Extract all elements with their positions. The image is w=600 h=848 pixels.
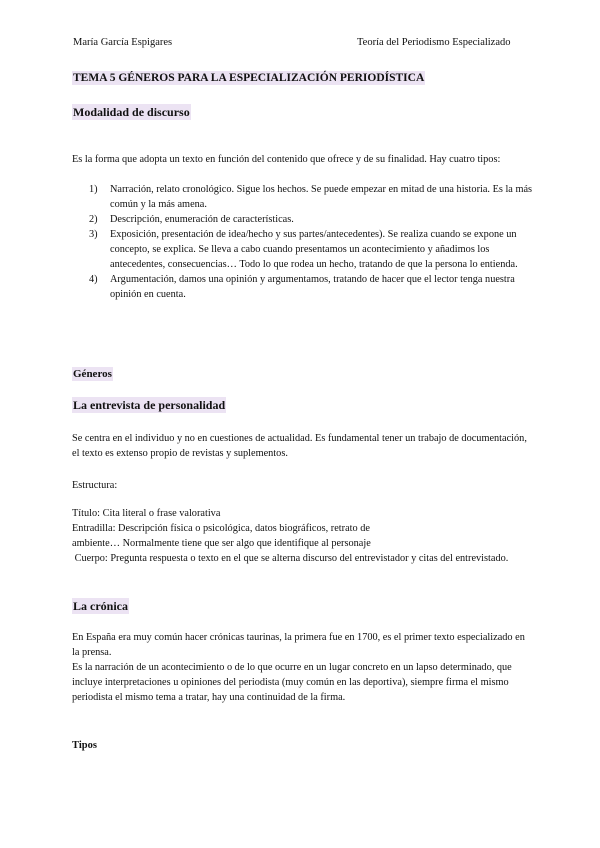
- list-item-text: Descripción, enumeración de características.: [110, 214, 294, 225]
- entrevista-paragraph: Se centra en el individuo y no en cuestiones de actualidad. Es fundamental tener un trabajo de documentación, el texto es extenso propio de revistas y suplementos.: [72, 433, 527, 459]
- cronica-paragraph-2: Es la narración de un acontecimiento o de lo que ocurre en un lugar concreto en un lapso determinado, que incluye interpretaciones u opiniones del periodista (muy común en las deportiva), siempre firma el mismo periodista el mismo tema a tratar, hay una continuidad de la firma.: [72, 662, 512, 703]
- tipos-heading: Tipos: [72, 740, 97, 751]
- estructura-titulo: Título: Cita literal o frase valorativa: [72, 508, 221, 519]
- list-item: [72, 182, 534, 212]
- page-title-text: TEMA 5 GÉNEROS PARA LA ESPECIALIZACIÓN PERIODÍSTICA: [73, 72, 425, 84]
- list-item-text: Narración, relato cronológico. Sigue los hechos. Se puede empezar en mitad de una historia. Es la más común y la más amena.: [110, 184, 533, 210]
- section-heading-cronica-text: La crónica: [73, 599, 128, 613]
- discourse-types-list: [72, 182, 534, 302]
- section-heading-entrevista-text: La entrevista de personalidad: [73, 398, 226, 412]
- section-heading-generos: [72, 368, 113, 380]
- page-title: [72, 72, 425, 84]
- cronica-block: [72, 630, 534, 705]
- list-item-text: Exposición, presentación de idea/hecho y sus partes/antecedentes). Se realiza cuando se expone un concepto, se explica. Se lleva a cabo cuando presentamos un acontecimiento y añadimos los antecedentes, consecuencias… Todo lo que rodea un hecho, tratando de que la persona lo entienda.: [110, 229, 518, 270]
- header-subject: Teoría del Periodismo Especializado: [357, 37, 511, 48]
- estructura-cuerpo: Cuerpo: Pregunta respuesta o texto en el que se alterna discurso del entrevistador y citas del entrevistado.: [72, 553, 509, 564]
- list-item: [72, 227, 534, 272]
- estructura-entradilla-line-2: ambiente… Normalmente tiene que ser algo que identifique al personaje: [72, 538, 371, 549]
- section-heading-generos-text: Géneros: [73, 368, 112, 380]
- section-heading-entrevista: [72, 398, 226, 413]
- section-heading-modalidad-text: Modalidad de discurso: [73, 105, 190, 119]
- cronica-paragraph-1: En España era muy común hacer crónicas taurinas, la primera fue en 1700, es el primer texto especializado en la prensa.: [72, 632, 525, 658]
- estructura-entradilla-line-1: Entradilla: Descripción física o psicológica, datos biográficos, retrato de: [72, 523, 370, 534]
- list-item-number: 1): [89, 184, 98, 195]
- estructura-label: Estructura:: [72, 480, 118, 491]
- list-item-number: 2): [89, 214, 98, 225]
- estructura-block: [72, 506, 542, 566]
- list-item-text: Argumentación, damos una opinión y argumentamos, tratando de hacer que el lector tenga nuestra opinión en cuenta.: [110, 274, 515, 300]
- list-item-number: 3): [89, 229, 98, 240]
- modalidad-intro: Es la forma que adopta un texto en función del contenido que ofrece y de su finalidad. Hay cuatro tipos:: [72, 154, 501, 165]
- list-item-number: 4): [89, 274, 98, 285]
- section-heading-modalidad: [72, 105, 191, 120]
- header-author: María García Espigares: [73, 37, 173, 48]
- list-item: [72, 272, 534, 302]
- section-heading-cronica: [72, 599, 129, 614]
- list-item: [72, 212, 534, 227]
